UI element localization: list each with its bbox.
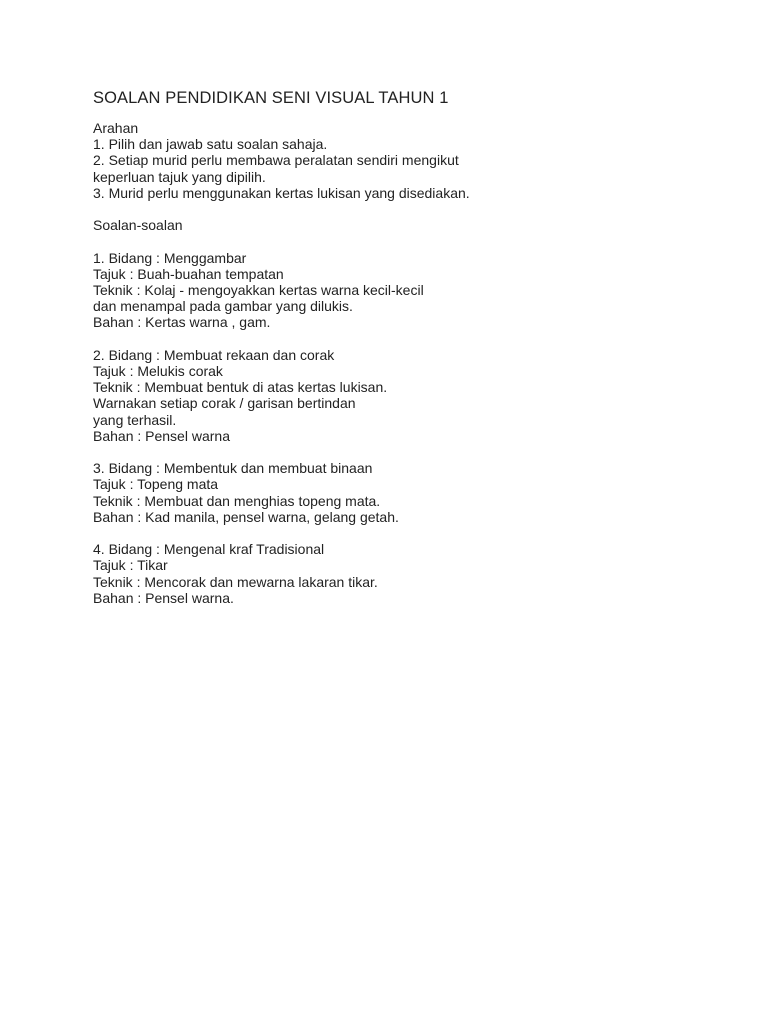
- arahan-line: keperluan tajuk yang dipilih.: [93, 168, 266, 185]
- soalan-line: Bahan : Kad manila, pensel warna, gelang getah.: [93, 508, 399, 525]
- soalan-line: Bahan : Kertas warna , gam.: [93, 314, 271, 331]
- soalan-line: Teknik : Membuat dan menghias topeng mata.: [93, 492, 381, 509]
- soalan-line: Bahan : Pensel warna: [93, 427, 230, 444]
- soalan-line: Warnakan setiap corak / garisan bertindan: [93, 395, 356, 412]
- arahan-section: [93, 120, 713, 201]
- soalan-item-4: [93, 541, 713, 606]
- soalan-line: 1. Bidang : Menggambar: [93, 249, 247, 266]
- document-title: SOALAN PENDIDIKAN SENI VISUAL TAHUN 1: [93, 89, 449, 107]
- soalan-line: yang terhasil.: [93, 411, 177, 428]
- arahan-line: 3. Murid perlu menggunakan kertas lukisan yang disediakan.: [93, 184, 470, 201]
- soalan-line: dan menampal pada gambar yang dilukis.: [93, 298, 353, 315]
- soalan-line: 3. Bidang : Membentuk dan membuat binaan: [93, 460, 373, 477]
- spacer: [93, 233, 713, 249]
- arahan-line: 2. Setiap murid perlu membawa peralatan sendiri mengikut: [93, 152, 459, 169]
- soalan-line: Tajuk : Tikar: [93, 557, 168, 574]
- spacer: [93, 444, 713, 460]
- soalan-line: Teknik : Membuat bentuk di atas kertas lukisan.: [93, 379, 388, 396]
- document-content: [93, 88, 713, 606]
- spacer: [93, 525, 713, 541]
- spacer: [93, 331, 713, 347]
- soalan-item-3: [93, 460, 713, 525]
- soalan-line: 2. Bidang : Membuat rekaan dan corak: [93, 346, 335, 363]
- soalan-line: Tajuk : Topeng mata: [93, 476, 219, 493]
- soalan-line: Tajuk : Melukis corak: [93, 363, 223, 379]
- soalan-line: 4. Bidang : Mengenal kraf Tradisional: [93, 541, 325, 558]
- soalan-item-1: [93, 250, 713, 331]
- spacer: [93, 201, 713, 217]
- arahan-heading: Arahan: [93, 120, 139, 136]
- soalan-line: Teknik : Mencorak dan mewarna lakaran tikar.: [93, 573, 378, 590]
- soalan-line: Tajuk : Buah-buahan tempatan: [93, 265, 284, 282]
- soalan-item-2: [93, 347, 713, 444]
- arahan-line: 1. Pilih dan jawab satu soalan sahaja.: [93, 136, 328, 153]
- soalan-heading: Soalan-soalan: [93, 217, 183, 234]
- soalan-line: Teknik : Kolaj - mengoyakkan kertas warna kecil-kecil: [93, 282, 424, 298]
- soalan-line: Bahan : Pensel warna.: [93, 589, 234, 606]
